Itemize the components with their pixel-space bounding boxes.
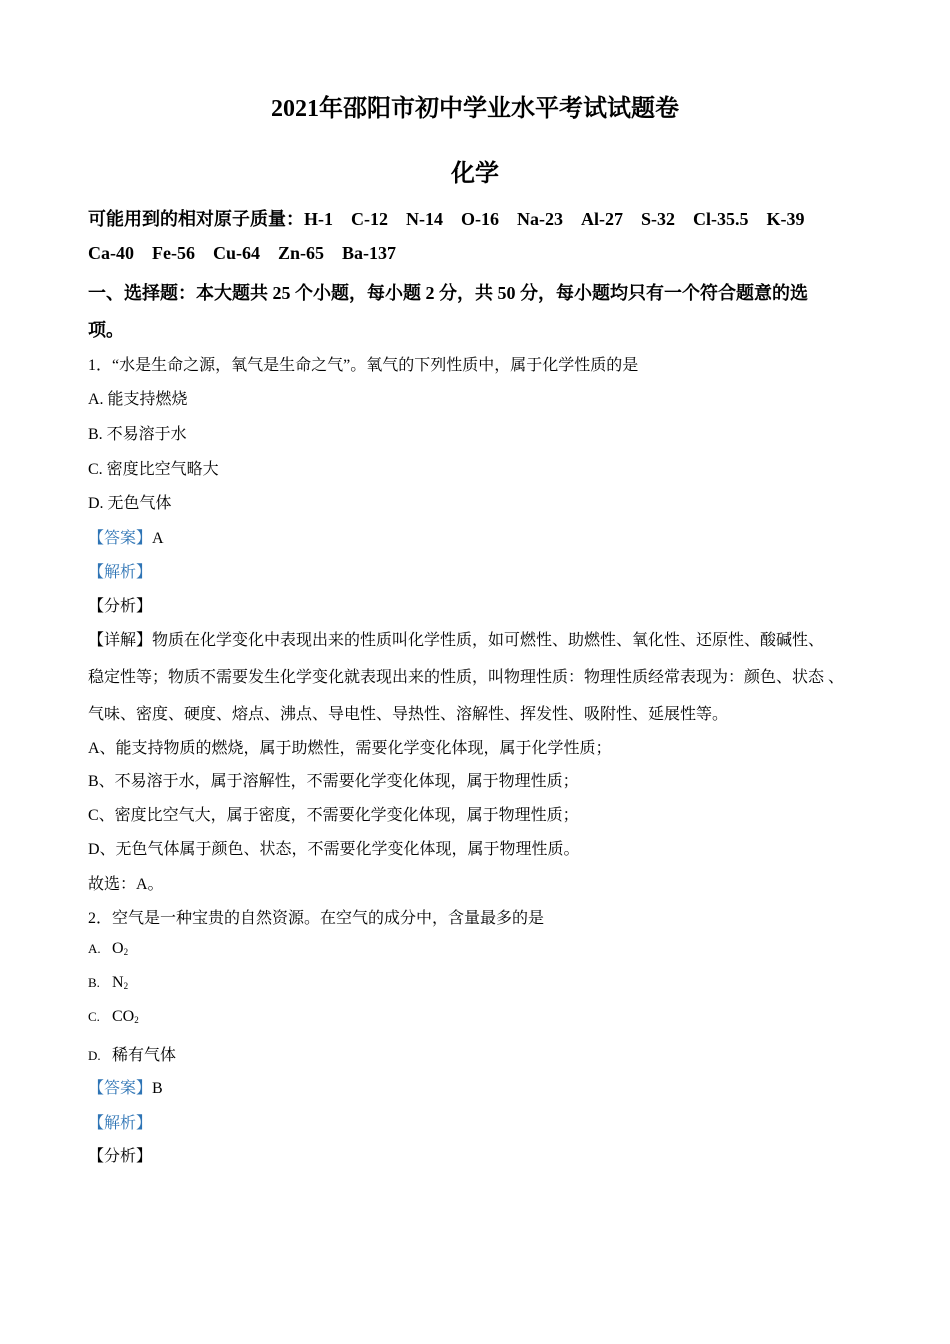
question-2-option-c — [88, 1008, 139, 1026]
option-formula: O — [112, 940, 124, 957]
question-2-option-a — [88, 940, 128, 958]
atomic-masses-line-1 — [88, 205, 805, 231]
question-1-detail-line: B、不易溶于水，属于溶解性，不需要化学变化体现，属于物理性质； — [88, 773, 579, 790]
option-letter: D. — [88, 1048, 101, 1063]
question-2-fenxi: 【分析】 — [88, 1148, 153, 1165]
atomic-mass: Cu-64 — [212, 243, 260, 263]
atomic-masses-label: 可能用到的相对原子质量： — [88, 209, 304, 229]
section-heading: 一、选择题：本大题共 25 个小题，每小题 2 分，共 50 分，每小题均只有一个符合题意的选 — [88, 283, 808, 303]
option-subscript: 2 — [123, 981, 129, 991]
atomic-mass: Cl-35.5 — [693, 209, 749, 229]
answer-tag: 【答案】 — [88, 1080, 153, 1097]
atomic-mass: C-12 — [351, 209, 388, 229]
option-letter: C. — [88, 1009, 100, 1024]
question-1-stem: 1．“水是生命之源，氧气是生命之气”。氧气的下列性质中，属于化学性质的是 — [88, 357, 639, 374]
atomic-mass: N-14 — [406, 209, 443, 229]
section-heading-cont: 项。 — [88, 320, 124, 340]
atomic-mass: Fe-56 — [152, 243, 195, 263]
question-2-option-b — [88, 974, 128, 992]
option-subscript: 2 — [134, 1015, 139, 1025]
atomic-masses-line-2 — [88, 243, 414, 264]
atomic-mass: Zn-65 — [278, 243, 325, 263]
question-1-detail-line: 稳定性等；物质不需要发生化学变化就表现出来的性质，叫物理性质：物理性质经常表现为：颜色、状态 、 — [88, 669, 845, 686]
question-1-conclusion: 故选：A。 — [88, 876, 164, 893]
atomic-mass: H-1 — [304, 209, 333, 229]
option-letter: B. — [88, 975, 100, 990]
question-1-answer — [88, 525, 164, 548]
atomic-mass: Ba-137 — [342, 243, 397, 263]
page-title: 2021年邵阳市初中学业水平考试试题卷 — [271, 96, 679, 122]
question-2-analysis-tag: 【解析】 — [88, 1115, 153, 1132]
question-1-option-a: A. 能支持燃烧 — [88, 391, 188, 408]
option-text: 稀有气体 — [112, 1047, 177, 1064]
question-2-stem: 2．空气是一种宝贵的自然资源。在空气的成分中，含量最多的是 — [88, 910, 545, 927]
atomic-mass: Na-23 — [517, 209, 563, 229]
answer-value: B — [152, 1080, 163, 1097]
question-2-answer — [88, 1075, 163, 1098]
question-1-detail-line: 气味、密度、硬度、熔点、沸点、导电性、导热性、溶解性、挥发性、吸附性、延展性等。 — [88, 706, 729, 723]
question-1-option-b: B. 不易溶于水 — [88, 426, 187, 443]
option-formula: N — [112, 974, 124, 991]
option-subscript: 2 — [123, 947, 129, 957]
atomic-mass: Ca-40 — [88, 243, 134, 263]
question-1-analysis-tag: 【解析】 — [88, 564, 153, 581]
subject-title: 化学 — [451, 161, 499, 187]
atomic-mass: Al-27 — [581, 209, 623, 229]
question-1-detail-line: 【详解】物质在化学变化中表现出来的性质叫化学性质，如可燃性、助燃性、氧化性、还原性、酸碱性、 — [88, 632, 825, 649]
option-formula: CO — [112, 1008, 135, 1025]
question-1-option-c: C. 密度比空气略大 — [88, 461, 219, 478]
question-1-detail-line: D、无色气体属于颜色、状态，不需要化学变化体现，属于物理性质。 — [88, 841, 580, 858]
answer-tag: 【答案】 — [88, 530, 153, 547]
atomic-mass: O-16 — [461, 209, 499, 229]
question-2-option-d — [88, 1042, 176, 1065]
question-1-detail-line: C、密度比空气大，属于密度，不需要化学变化体现，属于物理性质； — [88, 807, 579, 824]
question-1-fenxi: 【分析】 — [88, 598, 153, 615]
option-letter: A. — [88, 941, 101, 956]
atomic-mass: K-39 — [766, 209, 805, 229]
atomic-mass: S-32 — [641, 209, 676, 229]
question-1-detail-line: A、能支持物质的燃烧，属于助燃性，需要化学变化体现，属于化学性质； — [88, 740, 612, 757]
answer-value: A — [152, 530, 164, 547]
question-1-option-d: D. 无色气体 — [88, 495, 172, 512]
